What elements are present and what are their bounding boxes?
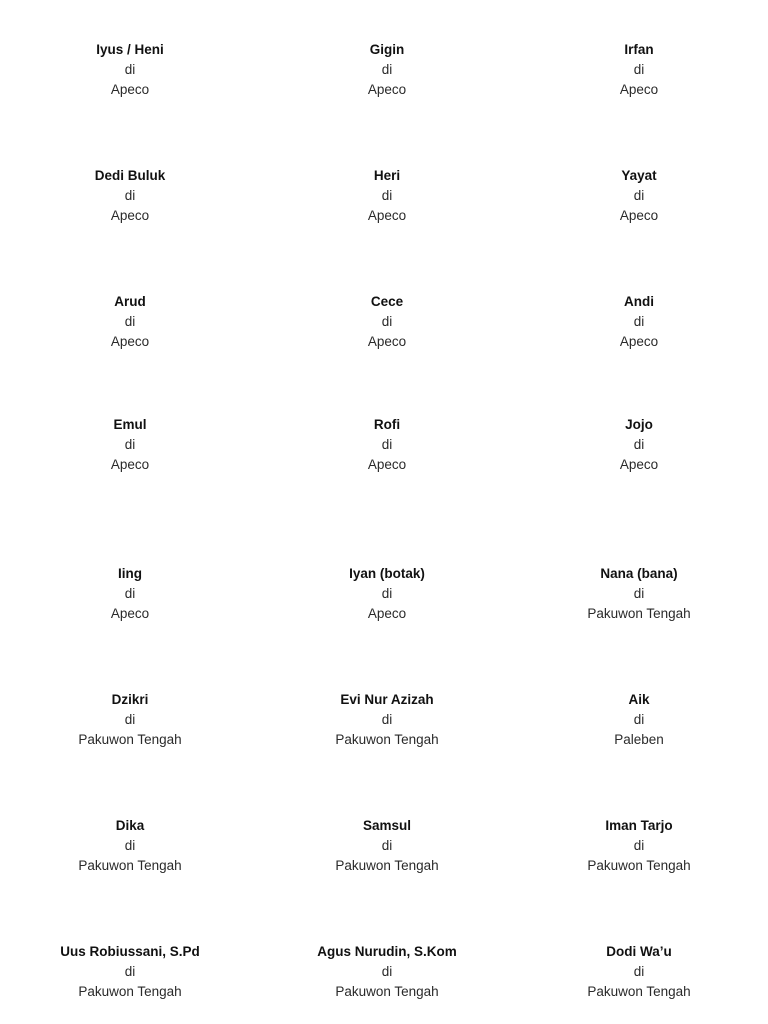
recipient-place: Apeco	[110, 605, 150, 621]
address-label	[267, 292, 507, 351]
address-label	[10, 816, 250, 875]
preposition: di	[124, 436, 136, 452]
recipient-name: Evi Nur Azizah	[340, 692, 434, 707]
recipient-name: Agus Nurudin, S.Kom	[317, 944, 457, 959]
preposition: di	[633, 187, 645, 203]
recipient-name: Yayat	[621, 168, 657, 183]
recipient-name: Emul	[113, 417, 147, 432]
address-label	[10, 292, 250, 351]
recipient-place: Apeco	[110, 81, 150, 97]
recipient-place: Paleben	[614, 731, 664, 747]
recipient-name: Gigin	[369, 42, 405, 57]
address-label	[267, 942, 507, 1001]
address-label	[519, 564, 759, 623]
address-label	[267, 564, 507, 623]
recipient-place: Pakuwon Tengah	[587, 605, 691, 621]
recipient-place: Pakuwon Tengah	[335, 731, 439, 747]
recipient-place: Pakuwon Tengah	[335, 857, 439, 873]
address-label	[267, 415, 507, 474]
address-label	[267, 816, 507, 875]
address-label	[10, 40, 250, 99]
recipient-name: Dodi Wa’u	[606, 944, 672, 959]
recipient-place: Pakuwon Tengah	[587, 983, 691, 999]
preposition: di	[124, 187, 136, 203]
address-label	[10, 942, 250, 1001]
recipient-name: Jojo	[625, 417, 653, 432]
address-label	[519, 690, 759, 749]
recipient-name: Rofi	[373, 417, 401, 432]
preposition: di	[633, 963, 645, 979]
recipient-place: Pakuwon Tengah	[78, 731, 182, 747]
preposition: di	[124, 61, 136, 77]
recipient-name: Andi	[624, 294, 654, 309]
preposition: di	[381, 436, 393, 452]
recipient-place: Apeco	[619, 207, 659, 223]
preposition: di	[124, 837, 136, 853]
recipient-name: Dzikri	[111, 692, 149, 707]
preposition: di	[124, 585, 136, 601]
recipient-place: Apeco	[619, 456, 659, 472]
address-label	[519, 942, 759, 1001]
recipient-name: Heri	[373, 168, 401, 183]
preposition: di	[381, 585, 393, 601]
recipient-place: Apeco	[619, 81, 659, 97]
recipient-place: Apeco	[110, 333, 150, 349]
preposition: di	[633, 585, 645, 601]
recipient-place: Apeco	[367, 81, 407, 97]
preposition: di	[381, 313, 393, 329]
recipient-name: Iing	[118, 566, 142, 581]
recipient-place: Pakuwon Tengah	[335, 983, 439, 999]
address-label	[519, 292, 759, 351]
address-label	[519, 816, 759, 875]
address-label	[10, 415, 250, 474]
recipient-place: Apeco	[110, 456, 150, 472]
address-label	[10, 690, 250, 749]
recipient-name: Iyus / Heni	[96, 42, 164, 57]
address-label	[10, 564, 250, 623]
recipient-place: Apeco	[367, 333, 407, 349]
address-label	[267, 166, 507, 225]
preposition: di	[381, 187, 393, 203]
recipient-place: Apeco	[619, 333, 659, 349]
preposition: di	[381, 61, 393, 77]
recipient-name: Aik	[628, 692, 650, 707]
preposition: di	[633, 61, 645, 77]
preposition: di	[633, 436, 645, 452]
preposition: di	[381, 963, 393, 979]
recipient-name: Irfan	[624, 42, 654, 57]
recipient-name: Iyan (botak)	[349, 566, 425, 581]
preposition: di	[124, 963, 136, 979]
preposition: di	[124, 711, 136, 727]
recipient-name: Dika	[115, 818, 145, 833]
recipient-place: Pakuwon Tengah	[78, 857, 182, 873]
preposition: di	[381, 711, 393, 727]
recipient-place: Apeco	[367, 207, 407, 223]
recipient-name: Cece	[370, 294, 404, 309]
recipient-name: Samsul	[362, 818, 412, 833]
address-label	[519, 166, 759, 225]
recipient-place: Apeco	[367, 456, 407, 472]
preposition: di	[633, 313, 645, 329]
recipient-name: Iman Tarjo	[605, 818, 673, 833]
preposition: di	[633, 837, 645, 853]
recipient-name: Nana (bana)	[600, 566, 678, 581]
address-label	[519, 415, 759, 474]
address-label	[10, 166, 250, 225]
preposition: di	[124, 313, 136, 329]
recipient-place: Apeco	[367, 605, 407, 621]
address-label	[267, 40, 507, 99]
preposition: di	[381, 837, 393, 853]
recipient-name: Dedi Buluk	[94, 168, 166, 183]
preposition: di	[633, 711, 645, 727]
address-label	[267, 690, 507, 749]
recipient-place: Apeco	[110, 207, 150, 223]
recipient-name: Uus Robiussani, S.Pd	[60, 944, 200, 959]
recipient-place: Pakuwon Tengah	[78, 983, 182, 999]
address-label	[519, 40, 759, 99]
recipient-place: Pakuwon Tengah	[587, 857, 691, 873]
recipient-name: Arud	[114, 294, 146, 309]
